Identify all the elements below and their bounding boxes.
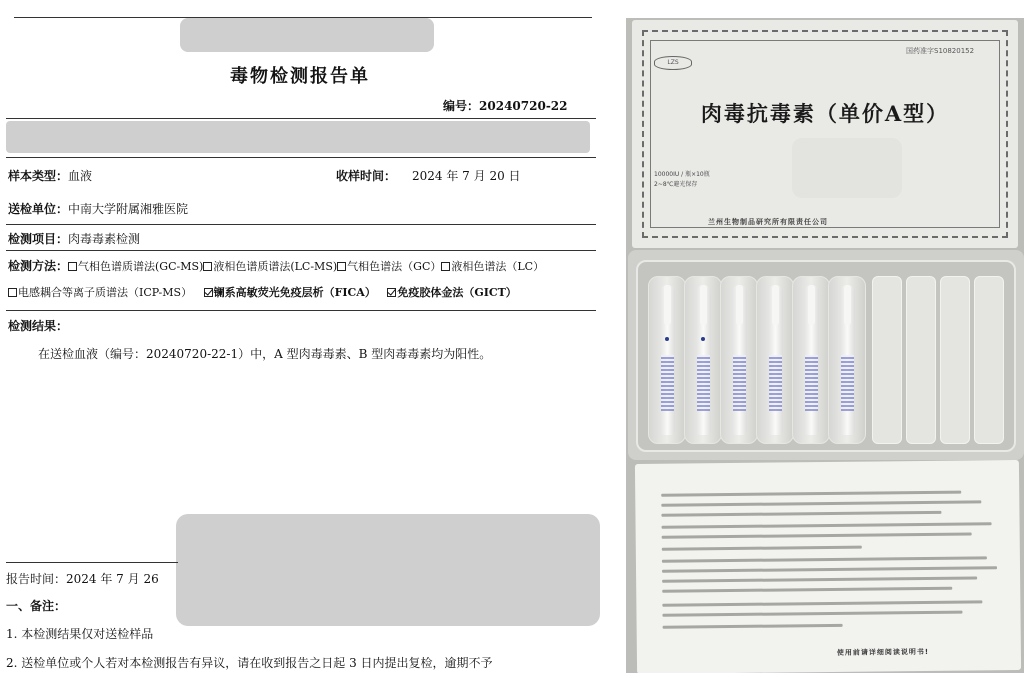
- ampoule-slot: [756, 276, 794, 444]
- sample-type-value: 血液: [68, 169, 93, 183]
- manufacturer-logo-icon: LZS: [654, 56, 692, 70]
- method-gict: 免疫胶体金法（GICT）: [397, 286, 517, 299]
- redacted-institution: [6, 121, 590, 153]
- ampoule-slot: [648, 276, 686, 444]
- ampoule: [660, 285, 675, 435]
- ampoule-tray: [628, 250, 1024, 460]
- leaflet-text-line: [662, 532, 972, 538]
- report-time-row: [6, 571, 159, 587]
- lid-inner-border: [650, 40, 1000, 228]
- product-name: 肉毒抗毒素（单价A型）: [700, 101, 950, 126]
- empty-slot: [872, 276, 902, 444]
- empty-slot: [974, 276, 1004, 444]
- result-text: 在送检血液（编号：20240720-22-1）中，A 型肉毒毒素、B 型肉毒毒素均为阳性。: [38, 347, 492, 361]
- leaflet-text-line: [662, 576, 977, 582]
- empty-slot: [906, 276, 936, 444]
- method-icpms: 电感耦合等离子质谱法（ICP-MS）: [18, 286, 193, 299]
- leaflet-text-line: [662, 522, 992, 528]
- ampoule-slot: [828, 276, 866, 444]
- ampoule: [840, 285, 855, 435]
- leaflet-text-line: [663, 624, 843, 629]
- ampoule: [768, 285, 783, 435]
- leaflet-text-line: [662, 611, 962, 617]
- report-title: 毒物检测报告单: [230, 66, 370, 87]
- antitoxin-box-photo: [626, 18, 1024, 673]
- divider-3: [6, 224, 596, 225]
- checkbox-gcms: [68, 262, 77, 271]
- leaflet-text-line: [661, 491, 961, 497]
- leaflet-footer: 使用前请详细阅读说明书!: [836, 647, 930, 657]
- top-divider: [14, 17, 592, 18]
- redacted-lid-area: [792, 138, 902, 198]
- methods-row-1: [8, 258, 544, 275]
- manufacturer-name: 兰州生物制品研究所有限责任公司: [708, 218, 828, 226]
- ampoule: [696, 285, 711, 435]
- divider-1: [6, 118, 596, 119]
- divider-2: [6, 157, 596, 158]
- note-1: 1. 本检测结果仅对送检样品: [6, 627, 154, 641]
- test-item-label: 检测项目：: [8, 232, 69, 246]
- leaflet-text-line: [662, 546, 862, 551]
- received-time-value: 2024 年 7 月 20 日: [412, 169, 521, 183]
- method-lcms: 液相色谱质谱法(LC-MS): [213, 260, 338, 273]
- report-time-label: 报告时间：: [6, 572, 67, 586]
- report-time-value: 2024 年 7 月 26: [66, 572, 159, 586]
- report-number-value: 20240720-22: [479, 99, 568, 113]
- checkbox-icpms: [8, 288, 17, 297]
- ampoule-slot: [792, 276, 830, 444]
- approval-number: 国药准字S10820152: [906, 47, 975, 55]
- leaflet-text-line: [662, 600, 982, 606]
- leaflet-text-line: [661, 500, 981, 506]
- checkbox-gc: [337, 262, 346, 271]
- empty-slot: [940, 276, 970, 444]
- test-item-value: 肉毒毒素检测: [68, 232, 141, 246]
- divider-5: [6, 310, 596, 311]
- report-number-label: 编号：: [443, 99, 480, 113]
- received-time-row: [336, 168, 521, 184]
- test-item-row: [8, 231, 140, 247]
- notes-heading: 一、备注：: [6, 599, 67, 613]
- checkbox-fica-checked: [204, 288, 213, 297]
- methods-row-2: [8, 285, 517, 301]
- method-gc: 气相色谱法（GC）: [347, 260, 442, 273]
- note-2: 2. 送检单位或个人若对本检测报告有异议，请在收到报告之日起 3 日内提出复检，逾期不予: [6, 656, 493, 670]
- checkbox-gict-checked: [387, 288, 396, 297]
- submitter-label: 送检单位：: [8, 202, 69, 216]
- report-number: [443, 98, 568, 114]
- checkbox-lc: [441, 262, 450, 271]
- ampoule: [732, 285, 747, 435]
- box-lid: [632, 20, 1018, 248]
- package-insert-leaflet: [635, 460, 1021, 673]
- result-label: 检测结果：: [8, 319, 69, 333]
- checkbox-lcms: [203, 262, 212, 271]
- sample-type-label: 样本类型：: [8, 169, 69, 183]
- divider-6: [6, 562, 178, 563]
- tray-inner: [636, 260, 1016, 452]
- leaflet-text-line: [662, 566, 997, 573]
- submitter-value: 中南大学附属湘雅医院: [68, 202, 189, 216]
- method-label: 检测方法：: [8, 259, 69, 273]
- leaflet-text-line: [662, 587, 952, 593]
- method-fica: 镧系高敏荧光免疫层析（FICA）: [213, 286, 376, 299]
- submitter-row: [8, 201, 188, 217]
- leaflet-text-line: [661, 511, 941, 517]
- received-time-label: 收样时间：: [336, 169, 397, 183]
- spec-line-1: 10000IU / 瓶×10瓶: [654, 171, 710, 178]
- redacted-signature: [176, 514, 600, 626]
- redacted-header: [180, 18, 434, 52]
- divider-4: [6, 250, 596, 251]
- method-gcms: 气相色谱质谱法(GC-MS): [78, 260, 204, 273]
- sample-type-row: [8, 168, 92, 184]
- spec-line-2: 2~8℃避光保存: [654, 181, 698, 188]
- ampoule: [804, 285, 819, 435]
- ampoule-slot: [720, 276, 758, 444]
- method-lc: 液相色谱法（LC）: [451, 260, 545, 273]
- leaflet-text-line: [662, 556, 987, 562]
- ampoule-slot: [684, 276, 722, 444]
